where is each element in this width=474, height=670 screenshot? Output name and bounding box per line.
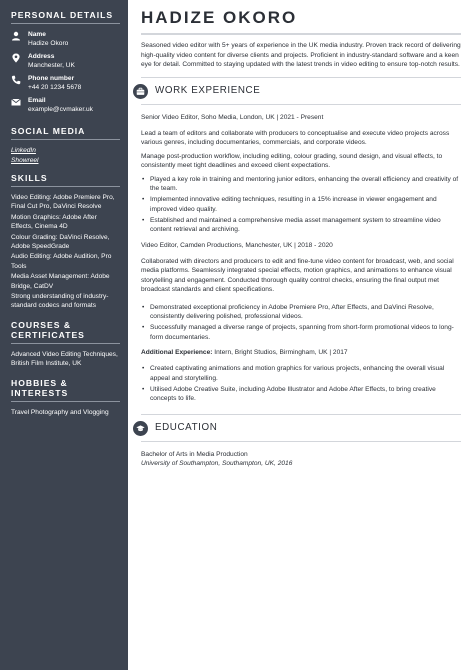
location-pin-icon <box>11 53 21 63</box>
personal-name-value: Hadize Okoro <box>28 40 69 47</box>
additional-experience <box>141 348 461 357</box>
list-item: • Demonstrated exceptional proficiency in Adobe Premiere Pro, After Effects, and DaVinci Resolve, consistently delivering polished, professional videos. <box>141 303 461 322</box>
personal-address-value: Manchester, UK <box>28 62 75 69</box>
skills-heading: SKILLS <box>11 173 48 183</box>
personal-name-label: Name <box>28 31 46 38</box>
graduation-cap-icon <box>133 421 148 436</box>
personal-details-heading: PERSONAL DETAILS <box>11 10 114 20</box>
course-item: Advanced Video Editing Techniques, British Film Institute, UK <box>11 350 118 368</box>
list-item: • Established and maintained a comprehensive media asset management system to streamline video content retrieval and archiving. <box>141 216 461 235</box>
hobbies-heading-line-2: INTERESTS <box>11 387 69 398</box>
social-media-heading: SOCIAL MEDIA <box>11 126 86 136</box>
divider <box>11 139 120 140</box>
hobby-item: Travel Photography and Vlogging <box>11 408 109 416</box>
job-title: Video Editor, Camden Productions, Manchester, UK | 2018 - 2020 <box>141 241 333 249</box>
skill-item: Colour Grading: DaVinci Resolve, Adobe SpeedGrade <box>11 233 110 251</box>
job-description: Collaborated with directors and producers to edit and fine-tune video content for broadcast, web, and social media platforms. Seamlessly integrated special effects, motion graphics, and animations to enhance visual storytelling and engagement. Conducted thorough quality control checks, ensuring the final output met broadcast standards and client specifications. <box>141 257 454 293</box>
personal-email-label: Email <box>28 97 46 104</box>
divider <box>141 77 461 78</box>
additional-experience-label: Additional Experience: <box>141 349 213 356</box>
personal-address-label: Address <box>28 53 55 60</box>
phone-icon <box>11 75 21 85</box>
personal-email <box>11 96 120 114</box>
linkedin-link[interactable]: LinkedIn <box>11 147 36 154</box>
divider <box>141 33 461 35</box>
main-content <box>141 8 461 469</box>
personal-phone-label: Phone number <box>28 75 75 82</box>
job-title: Senior Video Editor, Soho Media, London, UK | 2021 - Present <box>141 113 324 121</box>
divider <box>141 441 461 442</box>
skill-item: Audio Editing: Adobe Audition, Pro Tools <box>11 253 112 270</box>
work-experience-heading: WORK EXPERIENCE <box>155 85 261 96</box>
divider <box>141 414 461 415</box>
job-description: Manage post-production workflow, including editing, colour grading, sound design, and visual effects, to consistently meet tight deadlines and exceed client expectations. <box>141 152 443 169</box>
education-header <box>133 421 461 436</box>
list-item: • Implemented innovative editing techniques, resulting in a 15% increase in viewer engagement and improved video quality. <box>141 195 461 214</box>
work-experience-header <box>133 84 461 99</box>
personal-phone-value: +44 20 1234 5678 <box>28 84 82 91</box>
degree: Bachelor of Arts in Media Production <box>141 450 248 458</box>
skill-item: Media Asset Management: Adobe Bridge, CatDV <box>11 273 110 290</box>
list-item: • Utilised Adobe Creative Suite, including Adobe Illustrator and Adobe After Effects, to bring creative concepts to life. <box>141 385 461 404</box>
hobbies-heading-line-1: HOBBIES & <box>11 377 68 388</box>
skill-item: Strong understanding of industry-standard codecs and formats <box>11 293 109 310</box>
list-item: • Successfully managed a diverse range of projects, spanning from short-form promotional videos to long-form documentaries. <box>141 323 461 342</box>
sidebar <box>0 0 128 670</box>
education-heading: EDUCATION <box>155 422 218 433</box>
achievement-list <box>141 175 461 235</box>
briefcase-icon <box>133 84 148 99</box>
divider <box>11 343 120 344</box>
personal-address <box>11 52 120 70</box>
candidate-name: HADIZE OKORO <box>141 8 298 27</box>
user-icon <box>11 31 21 41</box>
list-item: • Created captivating animations and motion graphics for various projects, enhancing the overall visual appeal and storytelling. <box>141 364 461 383</box>
school: University of Southampton, Southampton, UK, 2016 <box>141 460 293 467</box>
achievement-list <box>141 364 461 404</box>
divider <box>11 186 120 187</box>
personal-name <box>11 30 120 48</box>
skill-item: Video Editing: Adobe Premiere Pro, Final Cut Pro, DaVinci Resolve <box>11 194 115 211</box>
courses-heading-line-2: CERTIFICATES <box>11 329 85 340</box>
personal-email-value: example@cvmaker.uk <box>28 106 93 113</box>
divider <box>11 401 120 402</box>
showreel-link[interactable]: Showreel <box>11 156 39 164</box>
envelope-icon <box>11 97 21 107</box>
achievement-list <box>141 303 461 343</box>
list-item: • Played a key role in training and mentoring junior editors, enhancing the overall efficiency and creativity of the team. <box>141 175 461 194</box>
divider <box>11 23 120 24</box>
divider <box>141 104 461 105</box>
job-description: Lead a team of editors and collaborate with producers to conceptualise and execute video projects across various genres, including documentaries, commercials, and corporate videos. <box>141 129 450 146</box>
personal-phone <box>11 74 120 92</box>
courses-heading-line-1: COURSES & <box>11 319 72 330</box>
additional-experience-text: Intern, Bright Studios, Birmingham, UK | 2017 <box>212 349 348 356</box>
profile-summary: Seasoned video editor with 5+ years of experience in the UK media industry. Proven track record of delivering high-quality video content for diverse clients and projects. Proficient in industry-standard software and a keen eye for detail. Committed to staying updated with the latest trends in video editing to ensure top-notch results. <box>141 42 461 68</box>
skill-item: Motion Graphics: Adobe After Effects, Cinema 4D <box>11 213 97 231</box>
